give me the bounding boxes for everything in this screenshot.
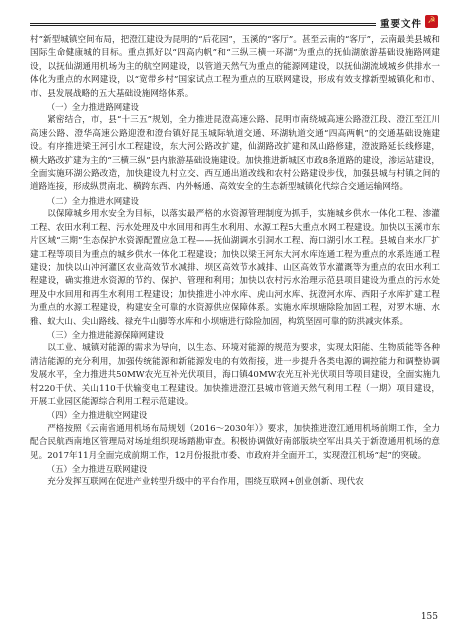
section-label: 重要文件 xyxy=(376,16,422,30)
page-number: 155 xyxy=(420,612,438,622)
body-text xyxy=(30,34,440,490)
section-heading: （四）全力推进航空网建设 xyxy=(46,410,148,421)
body-paragraph: 严格按照《云南省通用机场布局规划（2016～2030年）》要求，加快推进澄江通用机场前期工作，全力配合民航西南地区管理局对场址组织现场踏勘审查。积极协调做好南部版块空军出具关于新澄通用机场的意见。2017年11月全面完成前期工作，12月份报批市委、市政府并全面开工，实现澄江机场“起”的突破。 xyxy=(30,423,440,461)
page-header xyxy=(30,16,438,30)
party-emblem-icon: ☭ xyxy=(425,15,438,28)
body-paragraph: 紧密结合，市，县“十三五”规划，全力推进昆澄高速公路、昆明市南绕城高速公路澄江段、澄江至江川高速公路、澄华高速公路迎澄和澄台镇好昆玉城际轨道交通、环湖轨道交通“四高两帆”的交通基础设施建设。有序推进梁王河引水工程建设，东大河公路改扩建，仙湖路改扩建和凤山路修建，澄波路延长线修建，横大路改扩建为主的“三横三纵”县内旅游基础设施建设。加快推进新城区市政8条道路的建设，渗运站建设，全面实施环湖公路改造，加快建设九村立交、西互通出道改线和农村公路建设步伐，加强县城与村镇之间的道路连接，形成纵贯南北、横跨东西、内外畅通、高效安全的生态新型城镇化代综合交通运输网络。 xyxy=(30,115,440,193)
body-paragraph: 以保障城乡用水安全为目标，以落实最严格的水资源管理制度为抓手，实施城乡供水一体化工程、渗灌工程、农田水利工程、污水处理及中水回用和再生水利用、水源工程5大重点水网工程建设。加快以玉溪市东片区域“三期”生态保护水资源配置应急工程——抚仙湖调水引洞水工程、海口湖引水工程。县城自来水厂扩建工程等项目为重点的城乡供水一体化工程建设；加快以梁王河东大河水库连通工程为重点的水系连通工程建设；加快以山冲河灌区农业高效节水减排、坝区高效节水减排、山区高效节水灌溉等为重点的农田水利工程建设，确实推进水资源的节约、保护、管理和利用；加快以农村污水治理示范县项目建设为重点的污水处理及中水回用和再生水利用工程建设；加快推进小冲水库、虎山河水库、抚澄河水库、西阳子水库扩建工程为重点的水源工程建设，构建安全可靠的水资源供应保障体系。实施水库坝塘除险加固工程，对罗木塘、水雅、蚁大山、尖山路线、禄充牛山脚等水库和小坝塘进行除险加固，构筑坚固可靠的防洪减灾体系。 xyxy=(30,209,440,327)
body-paragraph: 以工业、城镇对能源的需求为导向，以生态、环境对能源的规范为要求，实现太阳能、生物质能等各种清洁能源的充分利用，加强传统能源和新能源发电的有效衔接，进一步提升各类电源的调控能力和调整协调发展水平，全力推进共50MW农光互补光伏项目，海口镇40MW农光互补光伏项目等项目建设，全面实施九村220千伏、关山110千伏输变电工程建设。加快推进澄江县城市管道天然气利用工程（一期）项目建设，开展工业园区能源综合利用工程示范建设。 xyxy=(30,343,440,407)
section-heading: （五）全力推进互联网建设 xyxy=(46,464,148,474)
section-heading: （一）全力推进路网建设 xyxy=(46,102,139,113)
body-paragraph: 充分发挥互联网在促进产业转型升级中的平台作用，围绕互联网+创业创新、现代农 xyxy=(47,477,364,488)
header-rule xyxy=(30,23,394,24)
section-heading: （三）全力推进能源保障网建设 xyxy=(46,329,165,340)
header-rule-secondary xyxy=(30,25,394,26)
section-heading: （二）全力推进水网建设 xyxy=(46,195,139,206)
body-paragraph: 村”新型城镇空间布局，把澄江建设为昆明的“后花园”，玉溪的“客厅”。甚至云南的“客厅”，云南最美县城和国际生命健康城的目标。重点抓好以“四高内帆”和“三纵三横一环湖”为重点的抚仙湖旅游基础设施路网建设，以抚仙湖通用机场为主的航空网建设，以管道天然气为重点的能源网建设，以抚仙湖流域城乡供排水一体化为重点的水网建设，以“宽带乡村”国家试点工程为重点的互联网建设，形成有效支撑新型城镇化和市、市、县发展战略的五大基础设施网络体系。 xyxy=(30,35,440,99)
